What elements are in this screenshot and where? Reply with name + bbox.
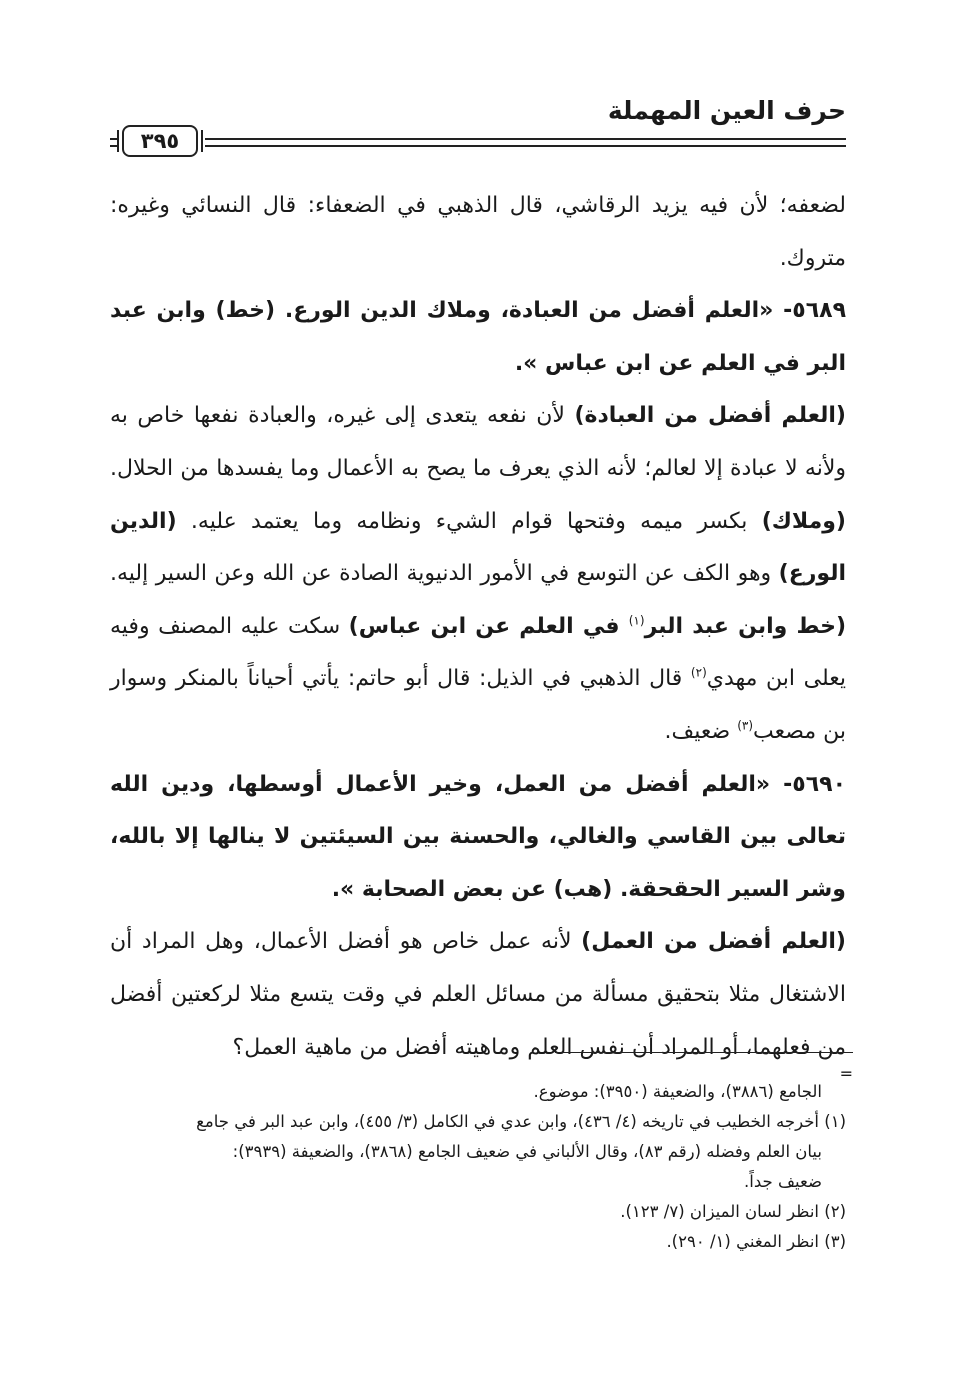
footnote-3: (٣) انظر المغني (١/ ٢٩٠). xyxy=(666,1232,846,1251)
hadith-entry-5690: ٥٦٩٠- «العلم أفضل من العمل، وخير الأعمال أوسطها، ودين الله تعالى بين القاسي والغالي، والحسنة بين السيئتين لا ينالها إلا بالله، وشر السير الحقحقة. (هب) عن بعض الصحابة ». xyxy=(110,771,846,902)
footnote-ref-2[interactable]: (٢) xyxy=(690,666,707,681)
quoted-phrase: (خط وابن عبد البر xyxy=(644,613,846,639)
commentary-5690 xyxy=(110,916,846,1074)
footnote-ref-1[interactable]: (١) xyxy=(628,613,645,628)
quoted-phrase: (وملاك) xyxy=(761,508,846,534)
quoted-phrase: (العلم أفضل من العمل) xyxy=(581,929,846,955)
quoted-phrase: في العلم عن ابن عباس) xyxy=(348,613,629,639)
footnote-continued: الجامع (٣٨٨٦)، والضعيفة (٣٩٥٠): موضوع. xyxy=(533,1082,822,1101)
footnote-separator xyxy=(555,1052,853,1053)
commentary-text: لأن نفعه يتعدى إلى غيره، والعبادة نفعها خاص به ولأنه لا عبادة إلا لعالم؛ لأنه الذي يعرف ما يصح به الأعمال وما يفسدها من الحلال. xyxy=(110,403,846,481)
header-double-rule xyxy=(205,138,846,147)
commentary-5689 xyxy=(110,390,846,758)
commentary-text: ضعيف. xyxy=(664,718,738,744)
paragraph-continuation: لضعفه؛ لأن فيه يزيد الرقاشي، قال الذهبي في الضعفاء: قال النسائي وغيره: متروك. xyxy=(110,193,846,271)
commentary-text: لأنه عمل خاص هو أفضل الأعمال، وهل المراد أن الاشتغال مثلا بتحقيق مسألة من مسائل العلم في وقت يتسع مثلا لركعتين أفضل من فعلهما، أو المراد أن نفس العلم وماهيته أفضل من ماهية العمل؟ xyxy=(110,929,846,1060)
commentary-text: قال الذهبي في الذيل: قال أبو حاتم: يأتي أحياناً بالمنكر وسوار بن مصعب xyxy=(110,666,846,744)
footnote-1: (١) أخرجه الخطيب في تاريخه (٤/ ٤٣٦)، وابن عدي في الكامل (٣/ ٤٥٥)، وابن عبد البر في جامع xyxy=(196,1112,846,1131)
quoted-phrase: (الدين الورع) xyxy=(110,508,846,587)
quoted-phrase: (العلم أفضل من العبادة) xyxy=(574,403,846,429)
footnote-1-line-2: بيان العلم وفضله (رقم ٨٣)، وقال الألباني في ضعيف الجامع (٣٨٦٨)، والضعيفة (٣٩٣٩): xyxy=(232,1142,822,1161)
footnote-2: (٢) انظر لسان الميزان (٧/ ١٢٣). xyxy=(620,1202,846,1221)
commentary-text: بكسر ميمه وفتحها قوام الشيء ونظامه وما يعتمد عليه. xyxy=(176,508,762,534)
hadith-entry-5689: ٥٦٨٩- «العلم أفضل من العبادة، وملاك الدين الورع. (خط) وابن عبد البر في العلم عن ابن عباس ». xyxy=(110,298,846,376)
commentary-text: سكت عليه المصنف وفيه يعلى ابن مهدي xyxy=(110,613,846,692)
footnotes xyxy=(110,1077,846,1257)
commentary-text: وهو الكف عن التوسع في الأمور الدنيوية الصادة عن الله وعن السير إليه. xyxy=(110,561,779,587)
page-number: ٣٩٥ xyxy=(122,125,198,157)
footnote-1-line-3: ضعيف جداً. xyxy=(744,1172,822,1191)
footnote-ref-3[interactable]: (٣) xyxy=(737,718,754,733)
main-text xyxy=(110,180,846,1074)
footnote-continuation-mark: = xyxy=(839,1064,853,1083)
running-title: حرف العين المهملة xyxy=(607,96,846,125)
